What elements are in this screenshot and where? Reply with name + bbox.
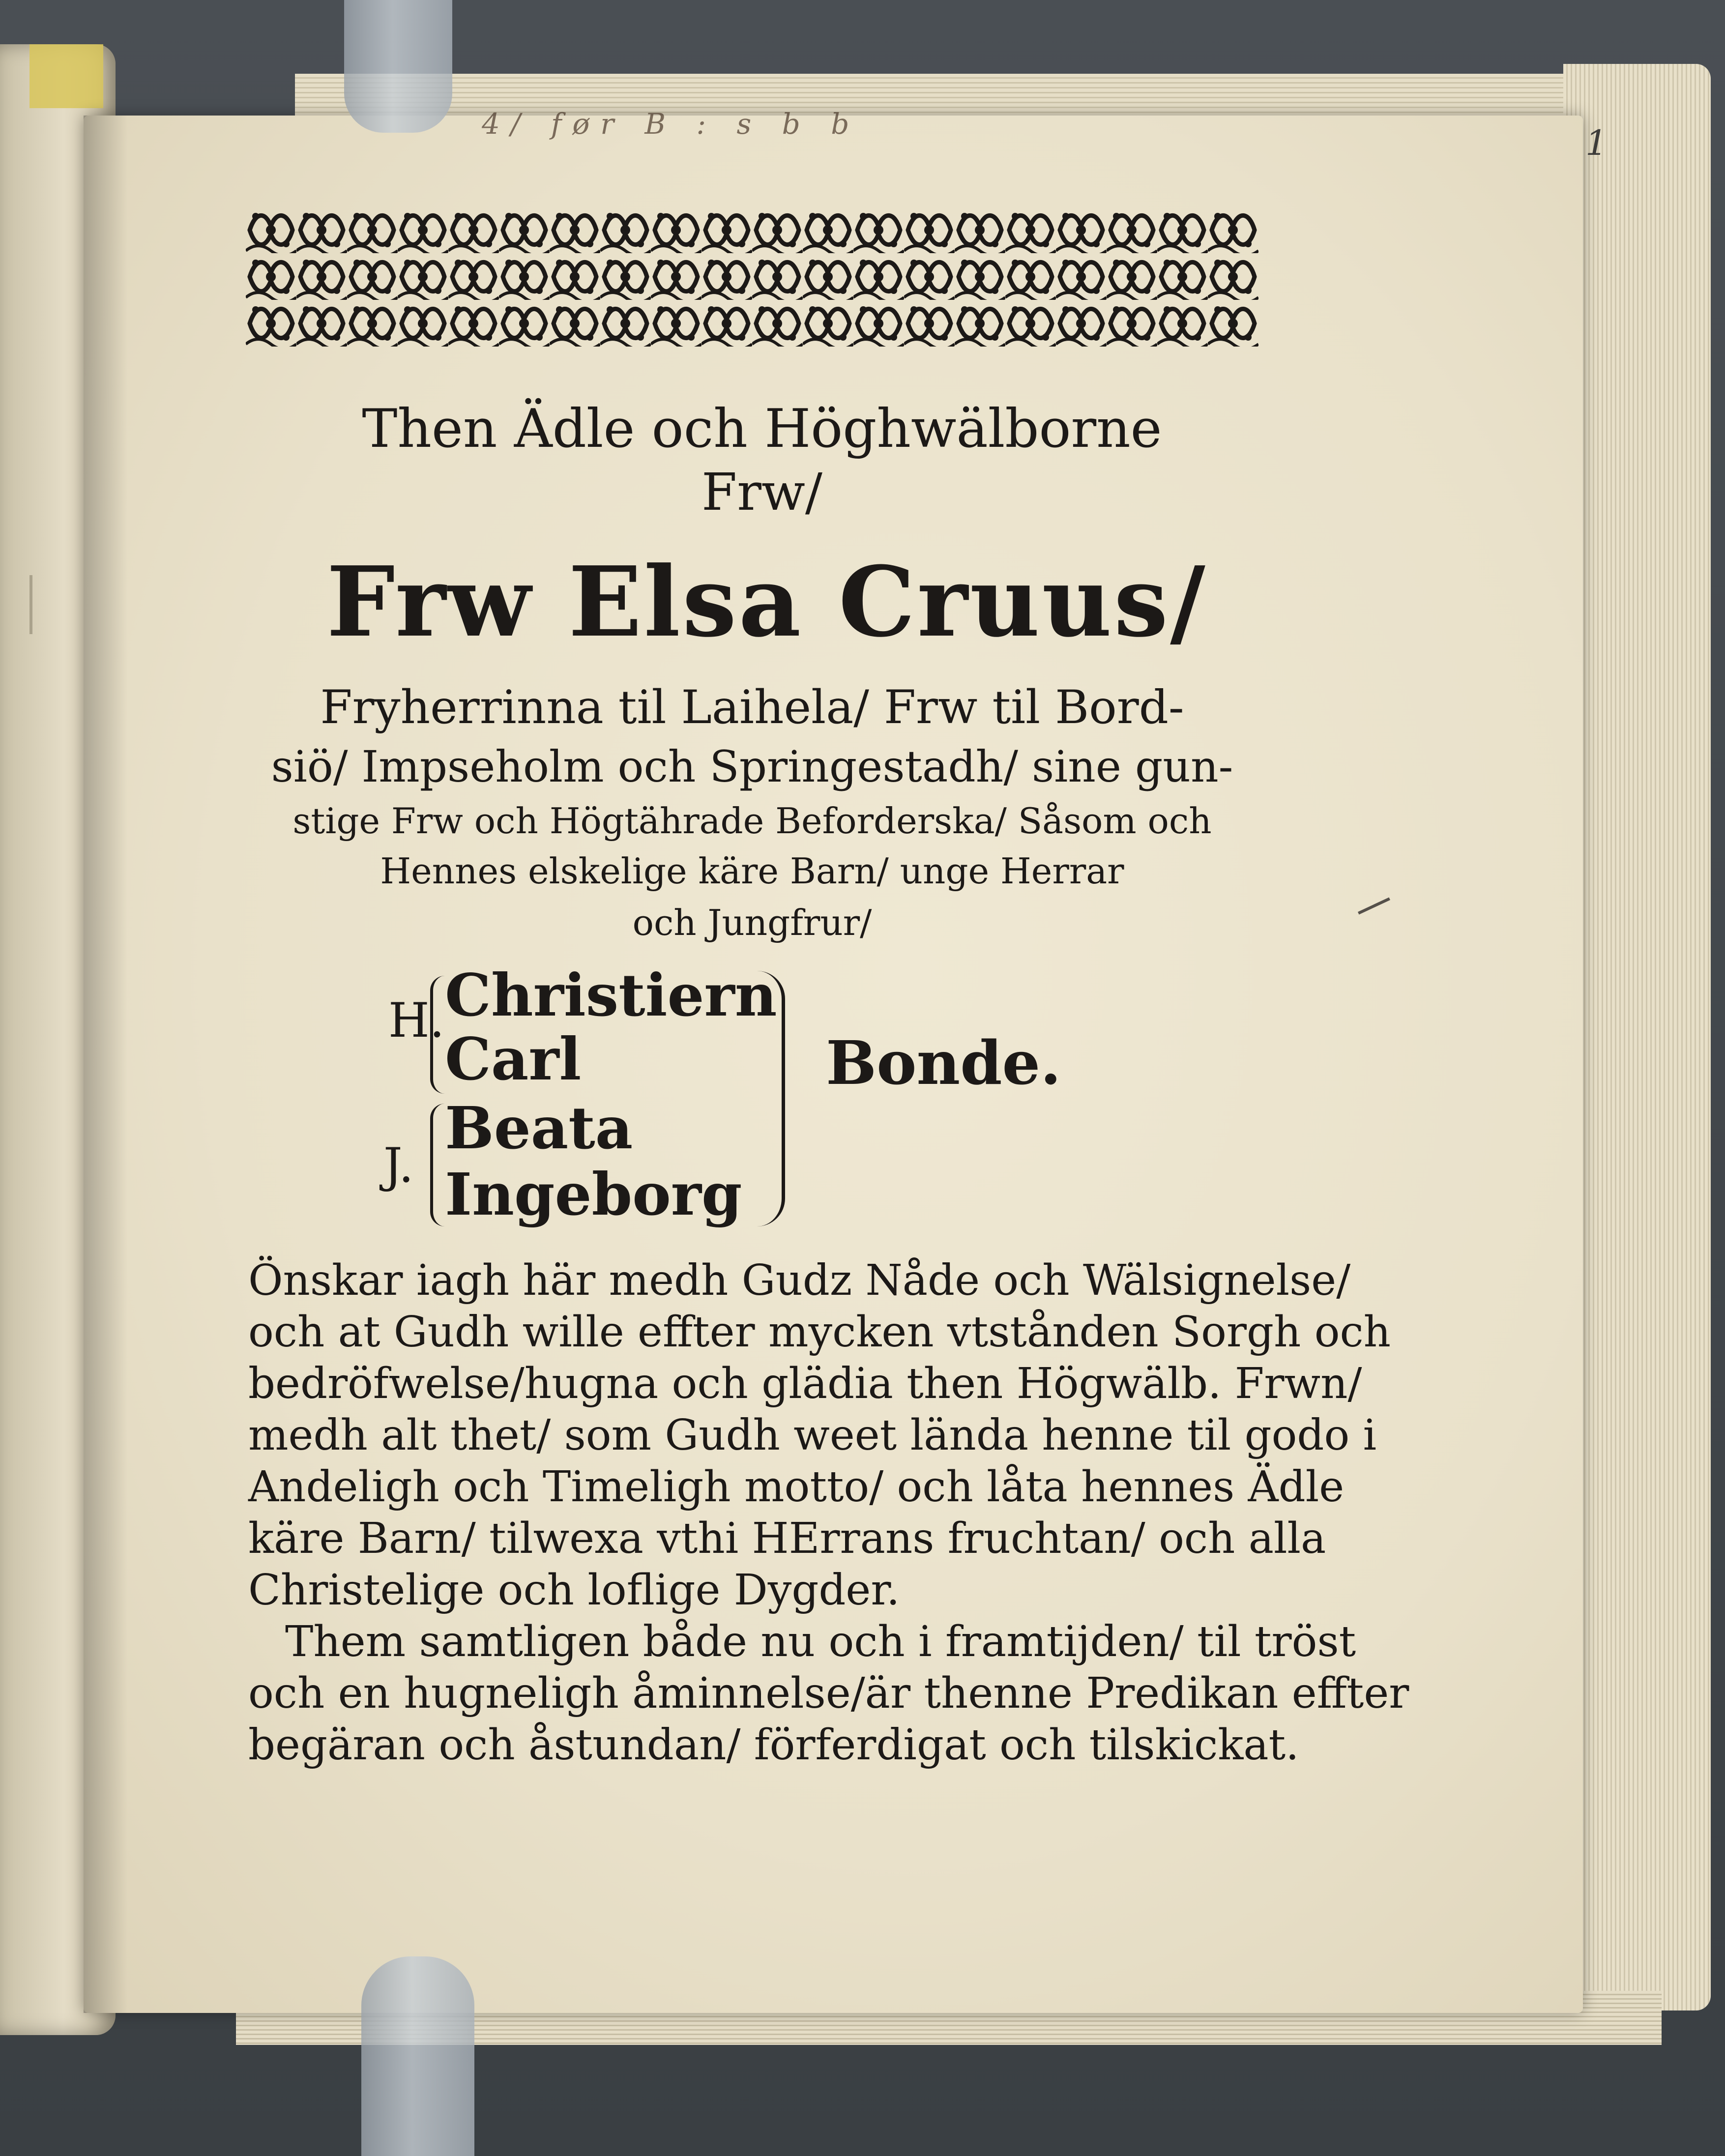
family-surname: Bonde.: [826, 1027, 1061, 1098]
gutter-shadow: [84, 116, 128, 2013]
child-name: Beata: [445, 1094, 633, 1162]
left-page-mark: [29, 575, 62, 634]
child-name: Christiern: [445, 961, 777, 1029]
page-corner-number: 1: [1585, 123, 1608, 163]
heading-line-2: Frw/: [702, 462, 822, 522]
heading-line-1: Then Ädle och Höghwälborne: [362, 398, 1162, 460]
body-line: Christelige och loflige Dygder.: [248, 1566, 900, 1615]
child-name: Ingeborg: [445, 1160, 742, 1228]
body-line: begäran och åstundan/ förferdigat och tilskickat.: [248, 1720, 1299, 1770]
child-name: Carl: [445, 1025, 582, 1093]
body-line: och at Gudh wille effter mycken vtstånden Sorgh och: [248, 1308, 1391, 1357]
handwritten-note: 4/ før B : s b b: [482, 107, 860, 141]
body-line: Andeligh och Timeligh motto/ och låta hennes Ädle: [248, 1462, 1345, 1512]
body-line: käre Barn/ tilwexa vthi HErrans fruchtan/ och alla: [248, 1514, 1326, 1563]
body-line: bedröfwelse/hugna och glädia then Högwälb. Frwn/: [248, 1359, 1362, 1408]
body-line: Them samtligen både nu och i framtijden/ til tröst: [285, 1617, 1356, 1666]
body-line: medh alt thet/ som Gudh weet lända henne til godo i: [248, 1411, 1377, 1460]
daughters-prefix: J.: [383, 1138, 414, 1193]
ornament-band: [246, 206, 1258, 347]
title-line-1: Fryherrinna til Laihela/ Frw til Bord-: [320, 681, 1184, 734]
body-line: och en hugneligh åminnelse/är thenne Predikan effter: [248, 1669, 1409, 1718]
title-line-2: siö/ Impseholm och Springestadh/ sine gun-: [271, 741, 1233, 792]
title-line-4: Hennes elskelige käre Barn/ unge Herrar: [380, 850, 1124, 892]
page-clip-bottom: [361, 1956, 474, 2156]
page-stack-right: [1563, 64, 1711, 2010]
body-line: Önskar iagh här medh Gudz Nåde och Wälsignelse/: [248, 1256, 1351, 1305]
sons-prefix: H.: [388, 993, 445, 1048]
dedicatee-name: Frw Elsa Cruus/: [326, 546, 1207, 659]
yellow-bookmark-tab: [29, 44, 103, 108]
page-clip-top: [344, 0, 452, 133]
title-line-5: och Jungfrur/: [632, 902, 872, 943]
children-right-brace: [757, 971, 785, 1226]
title-line-3: stige Frw och Högtährade Beforderska/ Såsom och: [292, 800, 1212, 842]
